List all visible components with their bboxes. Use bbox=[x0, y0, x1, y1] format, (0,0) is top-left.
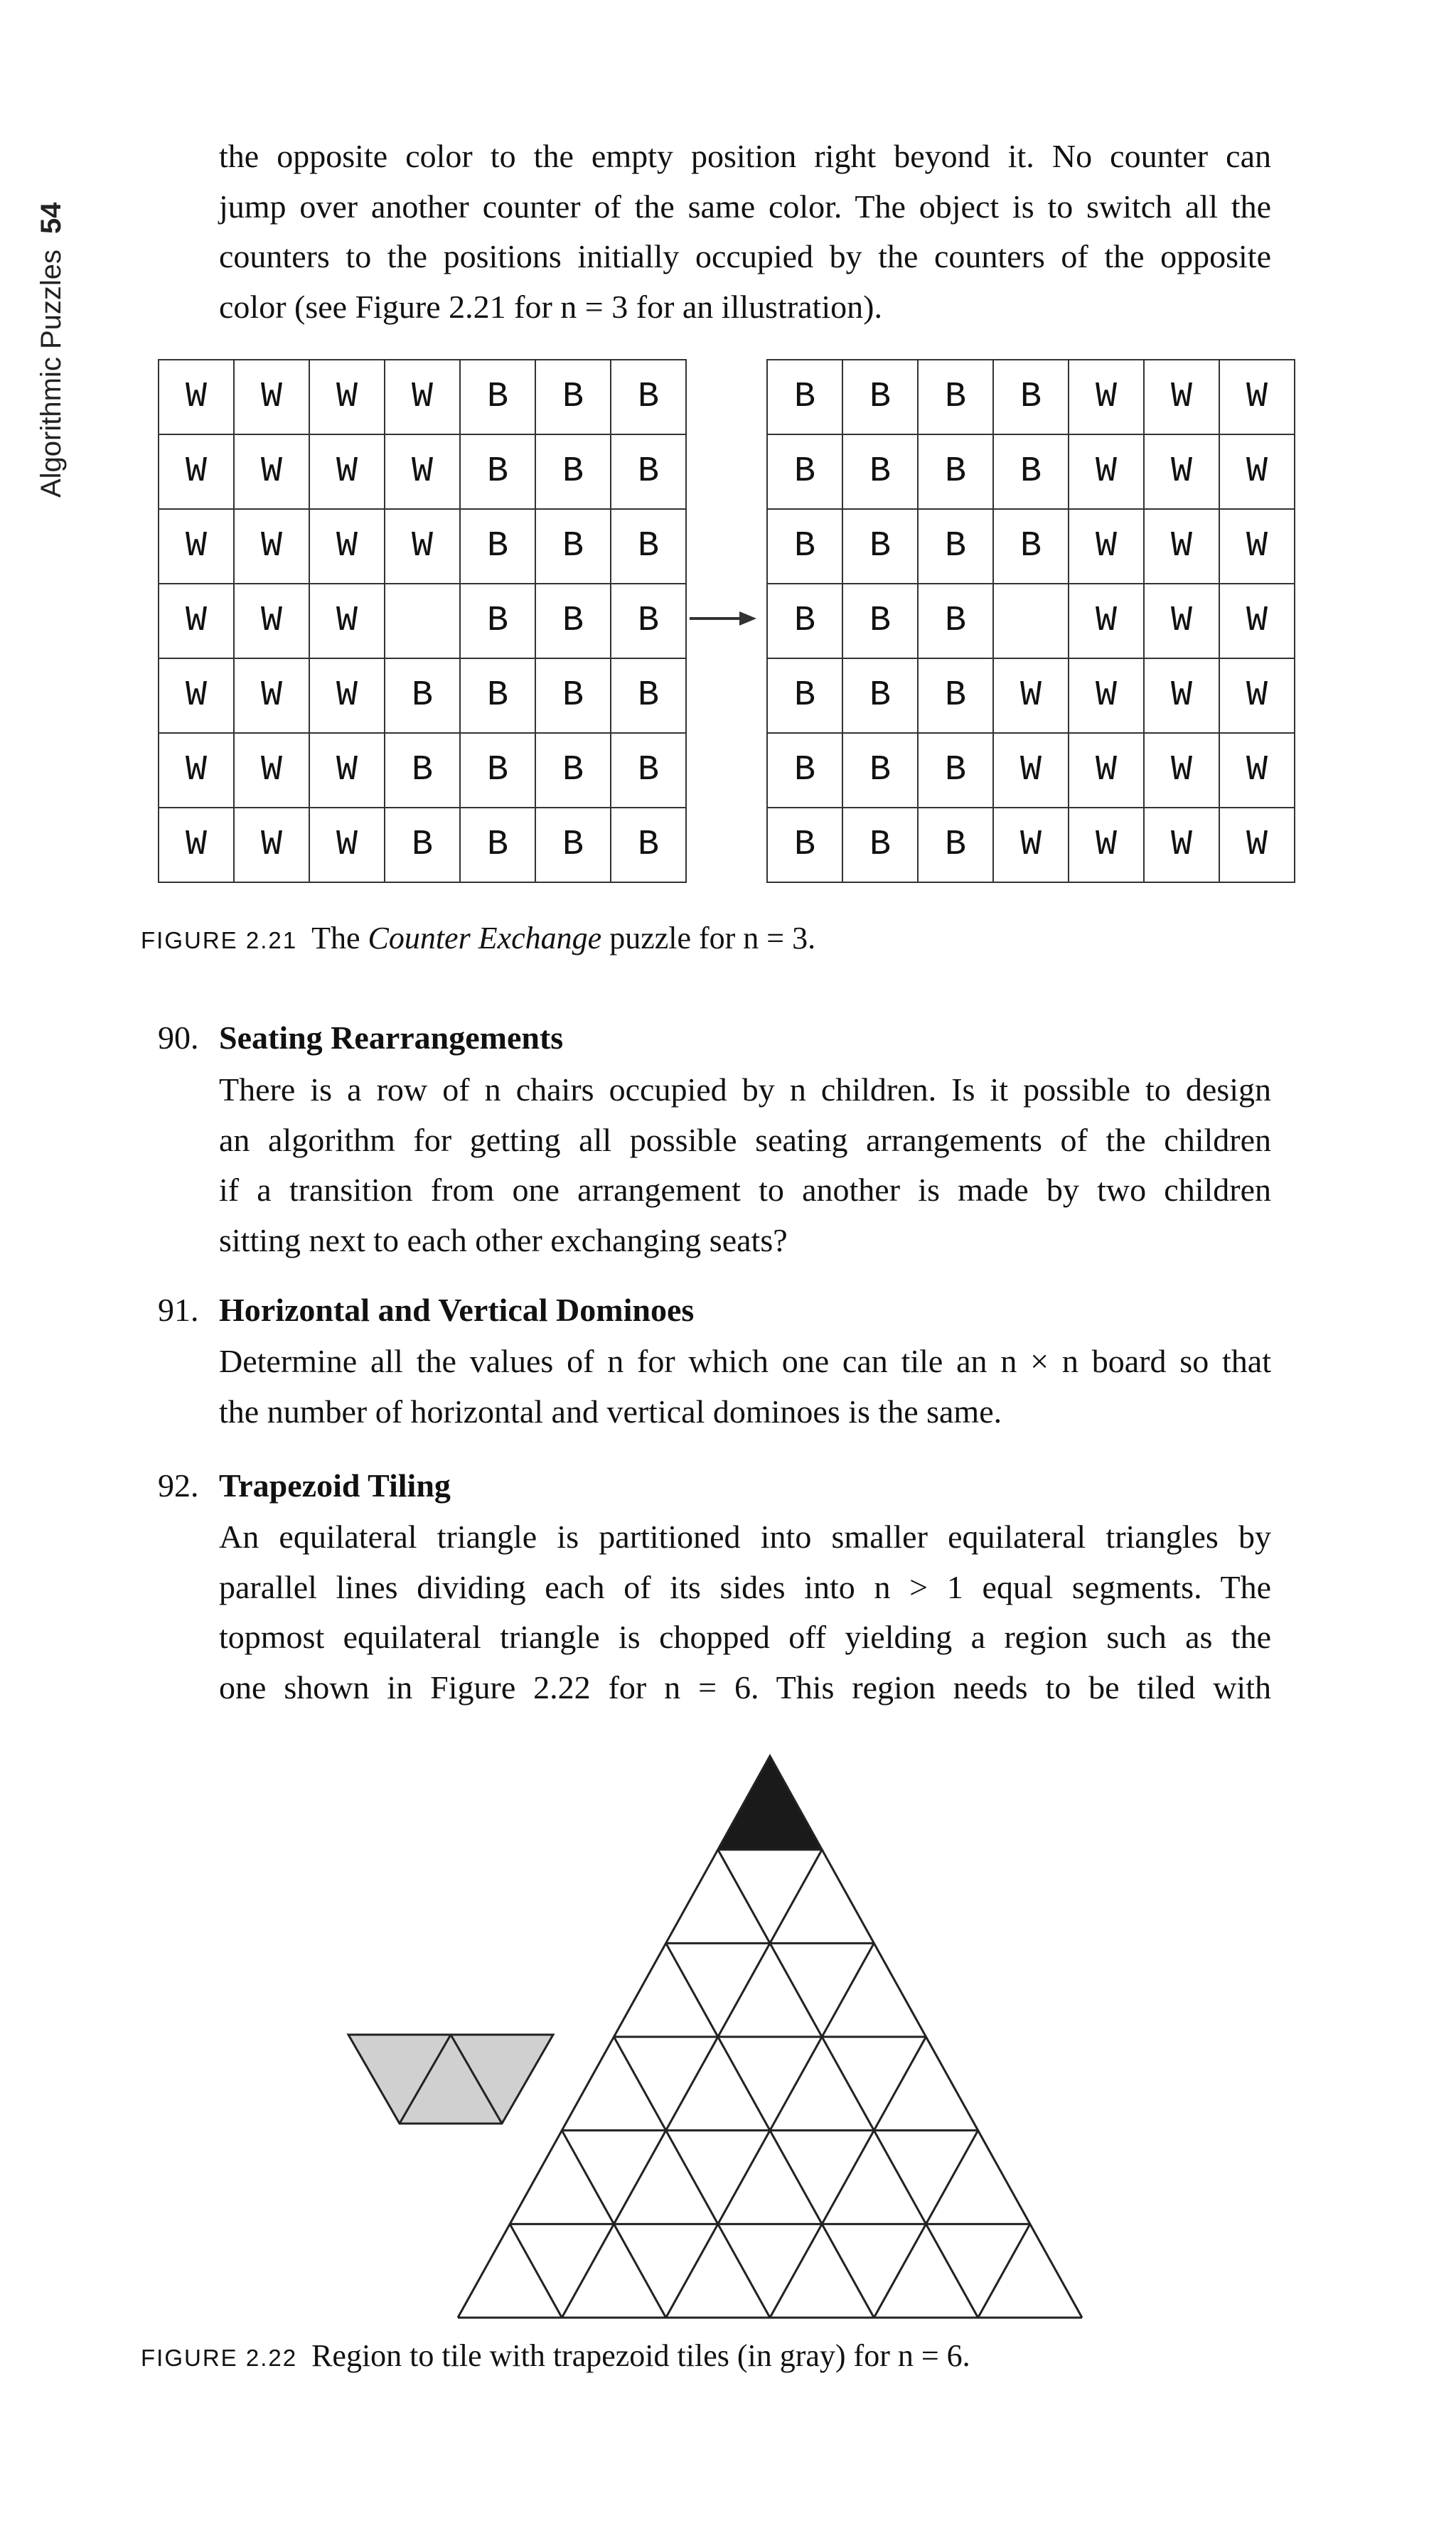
figure-label: FIGURE 2.22 bbox=[141, 2345, 298, 2371]
counter-cell: W bbox=[159, 434, 234, 509]
counter-cell: W bbox=[1144, 434, 1219, 509]
counter-cell: B bbox=[535, 509, 611, 584]
counter-cell: W bbox=[1219, 658, 1295, 733]
counter-cell: B bbox=[460, 658, 535, 733]
counter-cell: B bbox=[842, 434, 918, 509]
counter-cell: B bbox=[842, 733, 918, 808]
figure-label: FIGURE 2.21 bbox=[141, 927, 298, 953]
counter-cell: B bbox=[767, 434, 842, 509]
counter-cell: B bbox=[460, 808, 535, 882]
counter-cell: W bbox=[309, 360, 385, 434]
counter-cell: B bbox=[535, 733, 611, 808]
counter-cell: W bbox=[159, 509, 234, 584]
counter-cell: B bbox=[918, 509, 993, 584]
grid-line-diagonal bbox=[510, 2224, 562, 2318]
counter-cell: W bbox=[159, 360, 234, 434]
item-90-body bbox=[219, 1065, 1271, 1265]
counter-cell: W bbox=[234, 808, 309, 882]
counter-cell: W bbox=[309, 808, 385, 882]
counter-cell: B bbox=[535, 434, 611, 509]
counter-cell: B bbox=[767, 509, 842, 584]
counter-cell: W bbox=[309, 509, 385, 584]
counter-cell: B bbox=[460, 584, 535, 658]
counter-cell: W bbox=[234, 658, 309, 733]
counter-cell: W bbox=[159, 658, 234, 733]
grid-line-diagonal bbox=[562, 1850, 822, 2318]
item-91-body bbox=[219, 1337, 1271, 1437]
counter-cell: B bbox=[611, 434, 686, 509]
figure-2-21-caption bbox=[141, 919, 815, 960]
counter-cell: B bbox=[460, 509, 535, 584]
counter-cell: B bbox=[460, 733, 535, 808]
counter-cell: B bbox=[993, 434, 1069, 509]
counter-cell: B bbox=[460, 360, 535, 434]
text-line: An equilateral triangle is partitioned into smaller equilateral triangles by bbox=[219, 1519, 1271, 1555]
item-92-heading bbox=[158, 1465, 451, 1507]
counter-cell: B bbox=[611, 808, 686, 882]
item-91-heading bbox=[158, 1289, 694, 1332]
triangle-side bbox=[822, 1850, 1082, 2318]
counter-cell: B bbox=[385, 658, 460, 733]
removed-top-triangle bbox=[718, 1756, 822, 1850]
counter-cell: B bbox=[842, 658, 918, 733]
counter-cell: B bbox=[385, 733, 460, 808]
counter-cell: W bbox=[234, 584, 309, 658]
counter-cell: W bbox=[234, 434, 309, 509]
counter-cell: W bbox=[234, 509, 309, 584]
counter-cell: B bbox=[535, 584, 611, 658]
counter-cell: W bbox=[385, 434, 460, 509]
item-number: 90. bbox=[158, 1019, 199, 1056]
text-line: the opposite color to the empty position right beyond it. No counter can bbox=[219, 138, 1271, 174]
counter-cell: W bbox=[309, 733, 385, 808]
counter-cell: B bbox=[767, 733, 842, 808]
counter-cell: B bbox=[767, 584, 842, 658]
text-line: jump over another counter of the same color. The object is to switch all the bbox=[219, 188, 1271, 225]
counter-cell: W bbox=[1069, 434, 1144, 509]
counter-cell: B bbox=[460, 434, 535, 509]
counter-cell: B bbox=[918, 733, 993, 808]
counter-cell: B bbox=[842, 360, 918, 434]
counter-cell: B bbox=[993, 360, 1069, 434]
counter-cell: W bbox=[309, 434, 385, 509]
item-title: Seating Rearrangements bbox=[219, 1019, 564, 1056]
item-number: 91. bbox=[158, 1292, 199, 1328]
counter-cell: W bbox=[1069, 658, 1144, 733]
counter-cell: W bbox=[1069, 584, 1144, 658]
item-92-body bbox=[219, 1512, 1271, 1713]
counter-cell: B bbox=[611, 658, 686, 733]
counter-cell: B bbox=[842, 808, 918, 882]
text-line: an algorithm for getting all possible seating arrangements of the children bbox=[219, 1121, 1271, 1158]
counter-cell: W bbox=[159, 808, 234, 882]
item-90-heading bbox=[158, 1017, 563, 1059]
text-line: the number of horizontal and vertical dominoes is the same. bbox=[219, 1393, 1002, 1430]
counter-cell: B bbox=[611, 360, 686, 434]
counter-cell: W bbox=[385, 509, 460, 584]
item-number: 92. bbox=[158, 1467, 199, 1504]
text-line: topmost equilateral triangle is chopped off yielding a region such as the bbox=[219, 1619, 1271, 1655]
grid-line-diagonal bbox=[614, 2037, 771, 2318]
counter-cell: W bbox=[1144, 360, 1219, 434]
figure-2-22-caption bbox=[141, 2336, 970, 2378]
grid-line-diagonal bbox=[770, 2037, 926, 2318]
counter-cell: B bbox=[611, 733, 686, 808]
counter-cell: W bbox=[385, 360, 460, 434]
counter-cell: W bbox=[1219, 584, 1295, 658]
counter-cell: B bbox=[993, 509, 1069, 584]
counter-cell: W bbox=[159, 584, 234, 658]
counter-cell: W bbox=[993, 733, 1069, 808]
caption-text: The bbox=[311, 921, 360, 955]
counter-cell: W bbox=[234, 360, 309, 434]
counter-cell: B bbox=[535, 808, 611, 882]
counter-cell: B bbox=[767, 360, 842, 434]
counter-cell: B bbox=[842, 509, 918, 584]
text-line: sitting next to each other exchanging seats? bbox=[219, 1221, 788, 1258]
trapezoid-tile bbox=[348, 2035, 553, 2124]
counter-cell: W bbox=[1219, 360, 1295, 434]
caption-italic: Counter Exchange bbox=[368, 921, 602, 955]
counter-cell: W bbox=[1144, 733, 1219, 808]
counter-cell: B bbox=[918, 360, 993, 434]
text-line: color (see Figure 2.21 for n = 3 for an illustration). bbox=[219, 288, 882, 325]
text-line: Determine all the values of n for which one can tile an n × n board so that bbox=[219, 1343, 1271, 1379]
counter-cell: W bbox=[993, 808, 1069, 882]
counter-cell: W bbox=[1069, 808, 1144, 882]
text-line: one shown in Figure 2.22 for n = 6. This region needs to be tiled with bbox=[219, 1669, 1271, 1706]
counter-cell: B bbox=[918, 584, 993, 658]
counter-cell: B bbox=[842, 584, 918, 658]
counter-cell: B bbox=[611, 509, 686, 584]
counter-cell: W bbox=[1144, 584, 1219, 658]
counter-cell: W bbox=[309, 658, 385, 733]
counter-cell: W bbox=[1219, 808, 1295, 882]
counter-cell: B bbox=[767, 658, 842, 733]
counter-cell: B bbox=[385, 808, 460, 882]
text-line: if a transition from one arrangement to another is made by two children bbox=[219, 1172, 1271, 1208]
item-title: Horizontal and Vertical Dominoes bbox=[219, 1292, 695, 1328]
counter-cell: B bbox=[535, 658, 611, 733]
counter-cell: W bbox=[1069, 360, 1144, 434]
grid-line-diagonal bbox=[978, 2224, 1030, 2318]
counter-cell: B bbox=[918, 434, 993, 509]
counter-cell: W bbox=[1219, 434, 1295, 509]
counter-cell: W bbox=[234, 733, 309, 808]
counter-cell: B bbox=[918, 808, 993, 882]
book-title: Algorithmic Puzzles bbox=[36, 249, 67, 498]
counter-cell: B bbox=[535, 360, 611, 434]
caption-text: Region to tile with trapezoid tiles (in gray) for n = 6. bbox=[311, 2338, 970, 2373]
grid-line-diagonal bbox=[718, 1850, 978, 2318]
counter-cell: W bbox=[993, 658, 1069, 733]
counter-cell: B bbox=[918, 658, 993, 733]
right-arrow-icon bbox=[690, 611, 756, 626]
counter-cell: W bbox=[1219, 509, 1295, 584]
counter-cell: W bbox=[1069, 733, 1144, 808]
text-line: There is a row of n chairs occupied by n children. Is it possible to design bbox=[219, 1071, 1271, 1108]
counter-cell: B bbox=[611, 584, 686, 658]
counter-cell: W bbox=[1144, 509, 1219, 584]
counter-cell: W bbox=[1144, 808, 1219, 882]
counter-cell: W bbox=[309, 584, 385, 658]
counter-cell: W bbox=[1144, 658, 1219, 733]
counter-cell: W bbox=[1219, 733, 1295, 808]
caption-text: puzzle for n = 3. bbox=[609, 921, 816, 955]
counter-cell: W bbox=[159, 733, 234, 808]
item-title: Trapezoid Tiling bbox=[219, 1467, 451, 1504]
counter-cell: B bbox=[767, 808, 842, 882]
page-number: 54 bbox=[36, 202, 67, 234]
counter-cell: W bbox=[1069, 509, 1144, 584]
text-line: parallel lines dividing each of its sides into n > 1 equal segments. The bbox=[219, 1568, 1271, 1605]
text-line: counters to the positions initially occupied by the counters of the opposite bbox=[219, 238, 1271, 274]
